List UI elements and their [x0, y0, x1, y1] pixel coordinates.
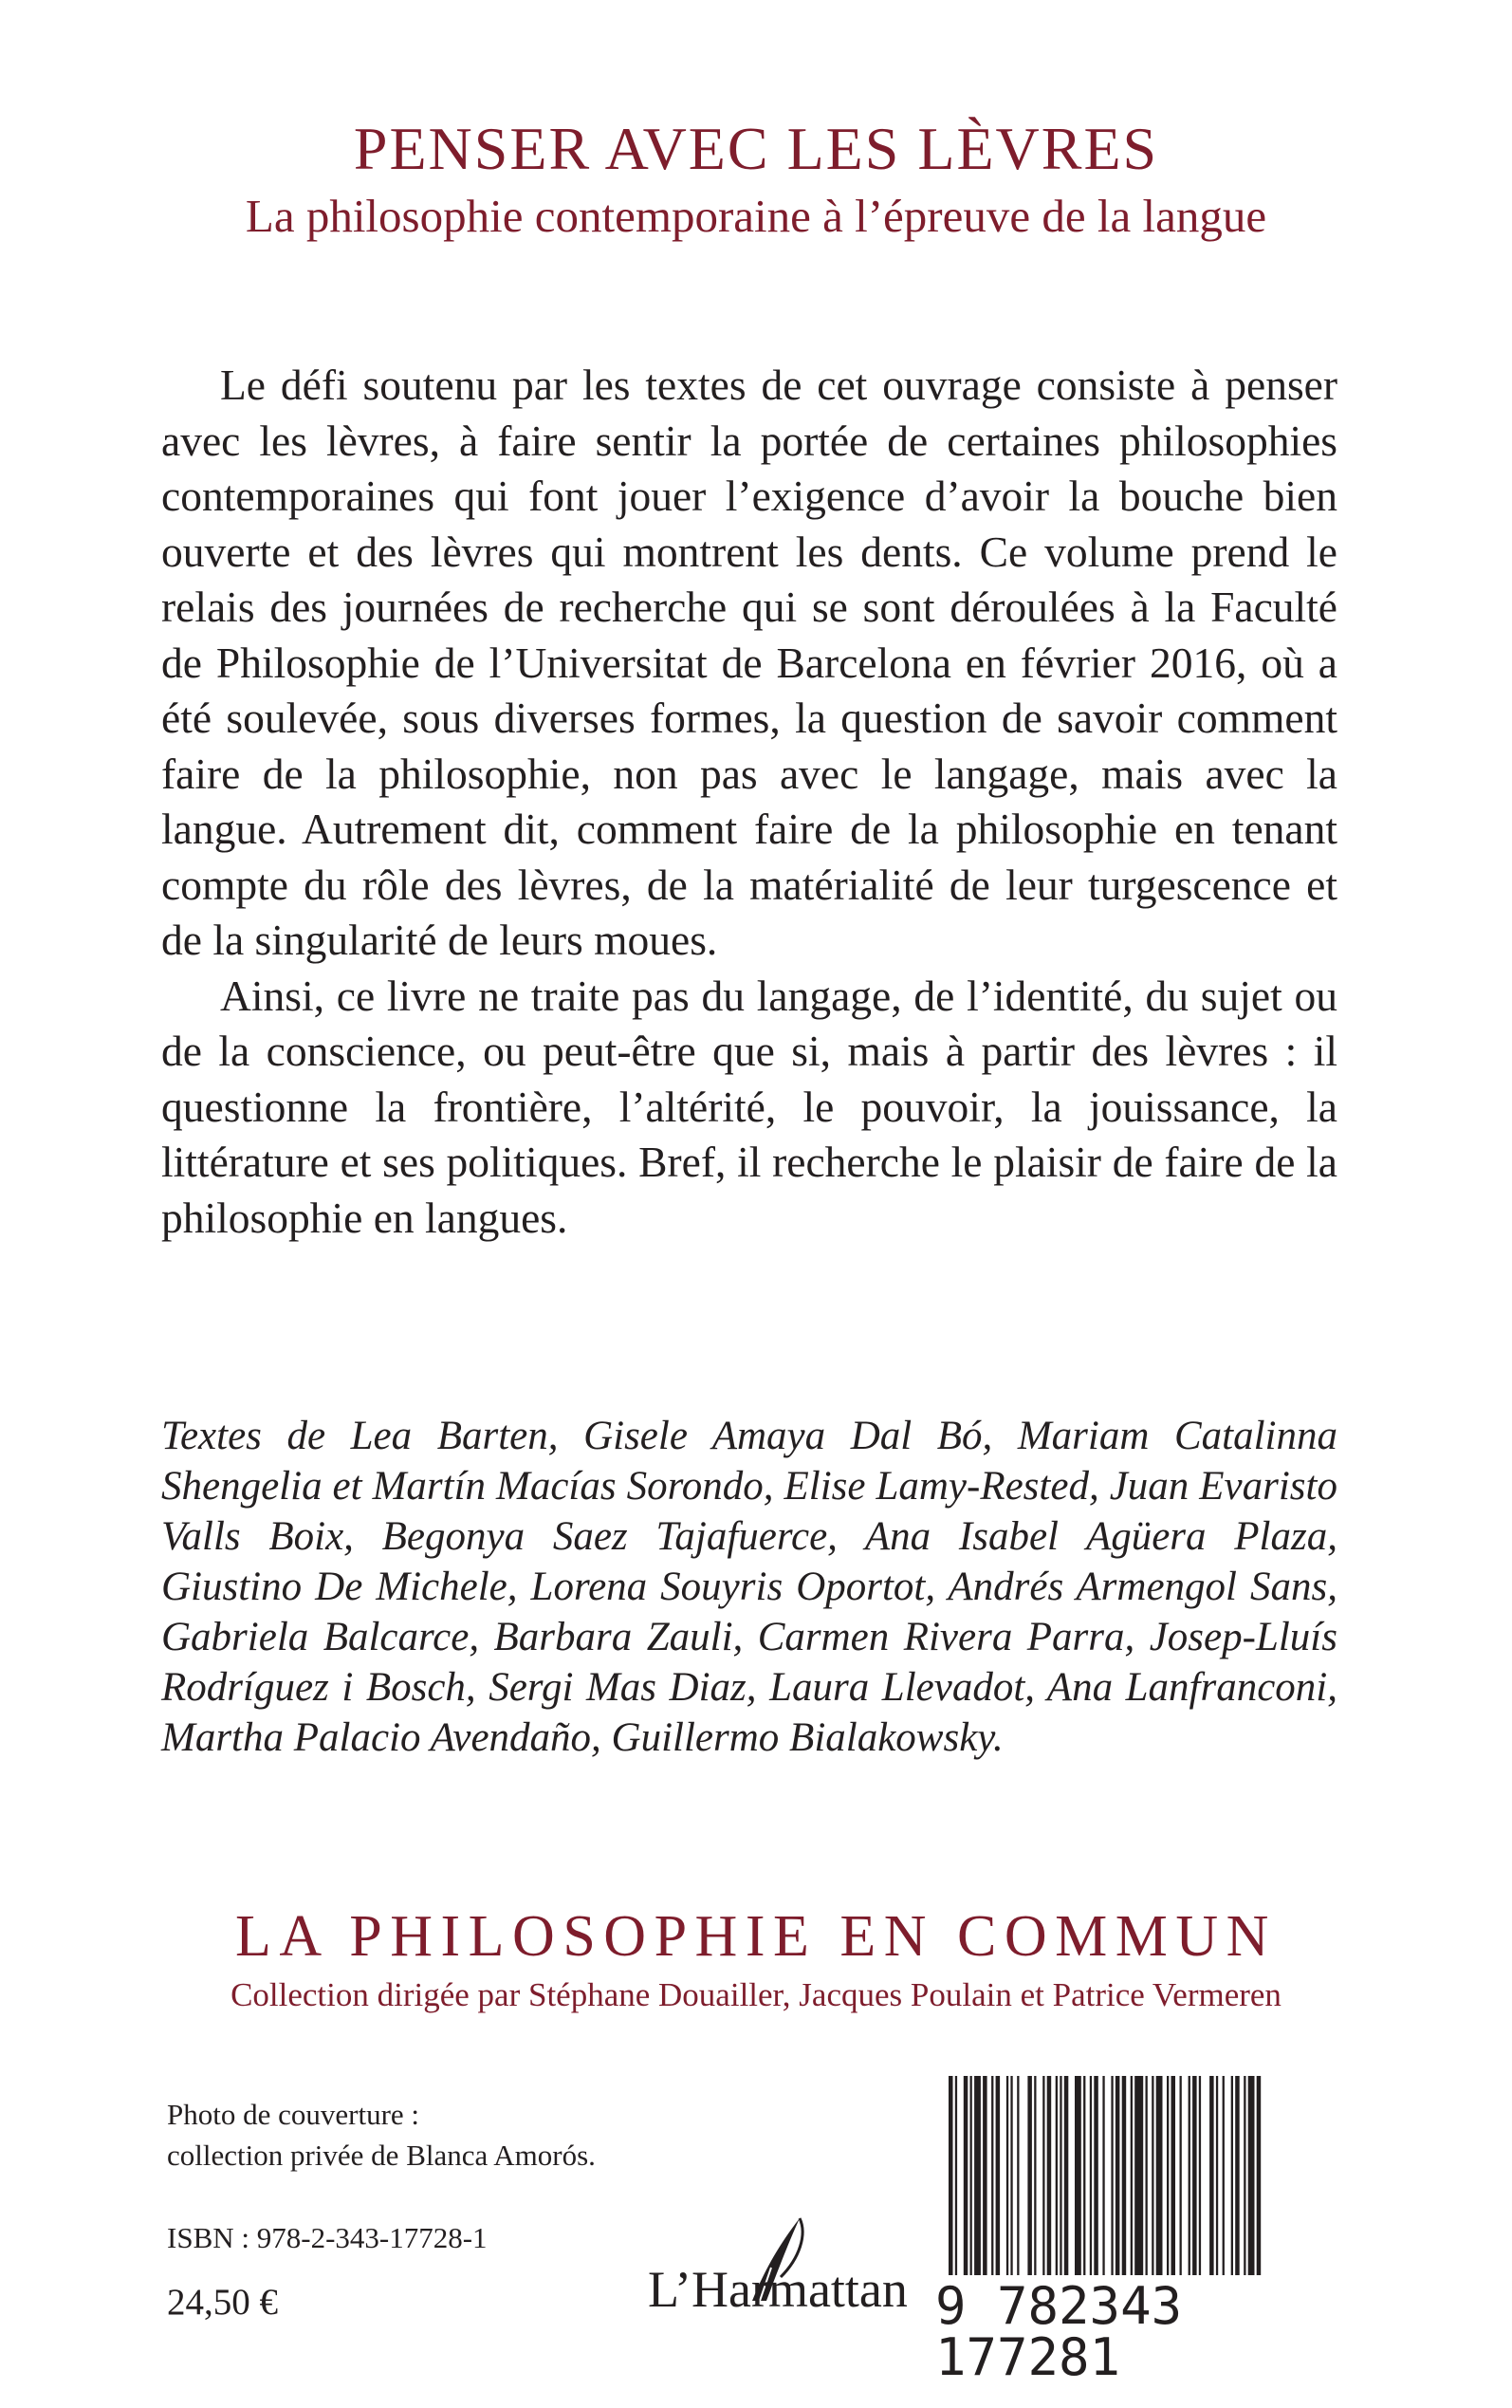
barcode-bar	[1156, 2076, 1163, 2275]
barcode-bar	[1152, 2076, 1153, 2275]
barcode-bar	[949, 2076, 953, 2275]
barcode-bar	[1134, 2076, 1143, 2275]
barcode-bar	[1047, 2076, 1052, 2275]
barcode-bar	[955, 2076, 957, 2275]
barcode-bar	[1244, 2076, 1245, 2275]
barcode-bar	[964, 2076, 968, 2275]
barcode-bar	[1248, 2076, 1255, 2275]
barcode-bar	[1083, 2076, 1085, 2275]
barcode-bar	[991, 2076, 993, 2275]
book-subtitle: La philosophie contemporaine à l’épreuve de la langue	[245, 190, 1267, 242]
barcode-bar	[1209, 2076, 1214, 2275]
barcode-bar	[1010, 2076, 1012, 2275]
barcode-bar	[1199, 2076, 1201, 2275]
photo-credit-line-1: Photo de couverture :	[167, 2098, 420, 2131]
barcode-bar	[1056, 2076, 1058, 2275]
barcode-bar	[1064, 2076, 1069, 2275]
book-title: PENSER AVEC LES LÈVRES	[353, 115, 1159, 182]
photo-credit-line-2: collection privée de Blanca Amorós.	[167, 2139, 596, 2172]
barcode-bar	[1060, 2076, 1061, 2275]
barcode-bar	[1180, 2076, 1182, 2275]
barcode-bar	[1102, 2076, 1104, 2275]
barcode-bar	[1090, 2076, 1092, 2275]
barcode-digits: 9 782343 177281	[935, 2276, 1183, 2387]
blurb-paragraph-2: Ainsi, ce livre ne traite pas du langage, de l’identité, du sujet ou de la conscience, ou peut-être que si, mais à partir des lèvres : il questionne la frontière, l’altérité, le pouvoir, la jouissance, la littérature et ses politiques. Bref, il recherche le plaisir de faire de la philosophie en langues.	[161, 971, 1337, 1242]
barcode-bar	[1042, 2076, 1044, 2275]
back-cover-blurb	[161, 358, 1337, 1246]
ean13-barcode-icon	[935, 2076, 1317, 2280]
barcode-bar	[1167, 2076, 1169, 2275]
barcode-bar	[996, 2076, 1001, 2275]
barcode-bar	[1116, 2076, 1120, 2275]
series-editors: Collection dirigée par Stéphane Douailler, Jacques Poulain et Patrice Vermeren	[230, 1976, 1282, 2013]
photo-credit	[167, 2094, 596, 2176]
barcode-bar	[1216, 2076, 1218, 2275]
barcode-bar	[1034, 2076, 1036, 2275]
barcode-bar	[1171, 2076, 1176, 2275]
barcode-bar	[1189, 2076, 1190, 2275]
barcode-bar	[1075, 2076, 1081, 2275]
publisher-logo	[648, 2211, 908, 2318]
barcode-bar	[1192, 2076, 1197, 2275]
barcode-bar	[1027, 2076, 1032, 2275]
contributors-list: Textes de Lea Barten, Gisele Amaya Dal Bó, Mariam Catalinna Shengelia et Martín Macías Sorondo, Elise Lamy-Rested, Juan Evaristo Valls Boix, Begonya Saez Tajafuerce, Ana Isabel Agüera Plaza, Giustino De Michele, Lorena Souyris Oportot, Andrés Armengol Sans, Gabriela Balcarce, Barbara Zauli, Carmen Rivera Parra, Josep-Lluís Rodríguez i Bosch, Sergi Mas Diaz, Laura Llevadot, Ana Lanfranconi, Martha Palacio Avendaño, Guillermo Bialakowsky.	[161, 1414, 1337, 1760]
barcode-bar	[1231, 2076, 1233, 2275]
barcode-bar	[1235, 2076, 1240, 2275]
barcode-bar	[1257, 2076, 1262, 2275]
publisher-name: L’Harmattan	[648, 2261, 908, 2318]
price: 24,50 €	[167, 2282, 278, 2323]
blurb-paragraph-1: Le défi soutenu par les textes de cet ouvrage consiste à penser avec les lèvres, à faire sentir la portée de certaines philosophies contemporaines qui font jouer l’exigence d’avoir la bouche bien ouverte et des lèvres qui montrent les dents. Ce volume prend le relais des journées de recherche qui se sont déroulées à la Faculté de Philosophie de l’Universitat de Barcelona en février 2016, où a été soulevée, sous diverses formes, la question de savoir comment faire de la philosophie, non pas avec le langage, mais avec la langue. Autrement dit, comment faire de la philosophie en tenant compte du rôle des lèvres, de la matérialité de leur turgescence et de la singularité de leurs moues.	[161, 361, 1337, 964]
barcode-bar	[970, 2076, 972, 2275]
barcode-bar	[1111, 2076, 1113, 2275]
barcode-bar	[1094, 2076, 1098, 2275]
barcode-bar	[1017, 2076, 1019, 2275]
barcode-bar	[974, 2076, 981, 2275]
barcode-bar	[1006, 2076, 1008, 2275]
series-name: LA PHILOSOPHIE EN COMMUN	[235, 1904, 1277, 1969]
barcode-bar	[1146, 2076, 1148, 2275]
barcode-bar	[983, 2076, 987, 2275]
barcode-bar	[1122, 2076, 1127, 2275]
barcode-bar	[1131, 2076, 1133, 2275]
isbn: ISBN : 978-2-343-17728-1	[167, 2221, 488, 2254]
barcode-bar	[1223, 2076, 1225, 2275]
